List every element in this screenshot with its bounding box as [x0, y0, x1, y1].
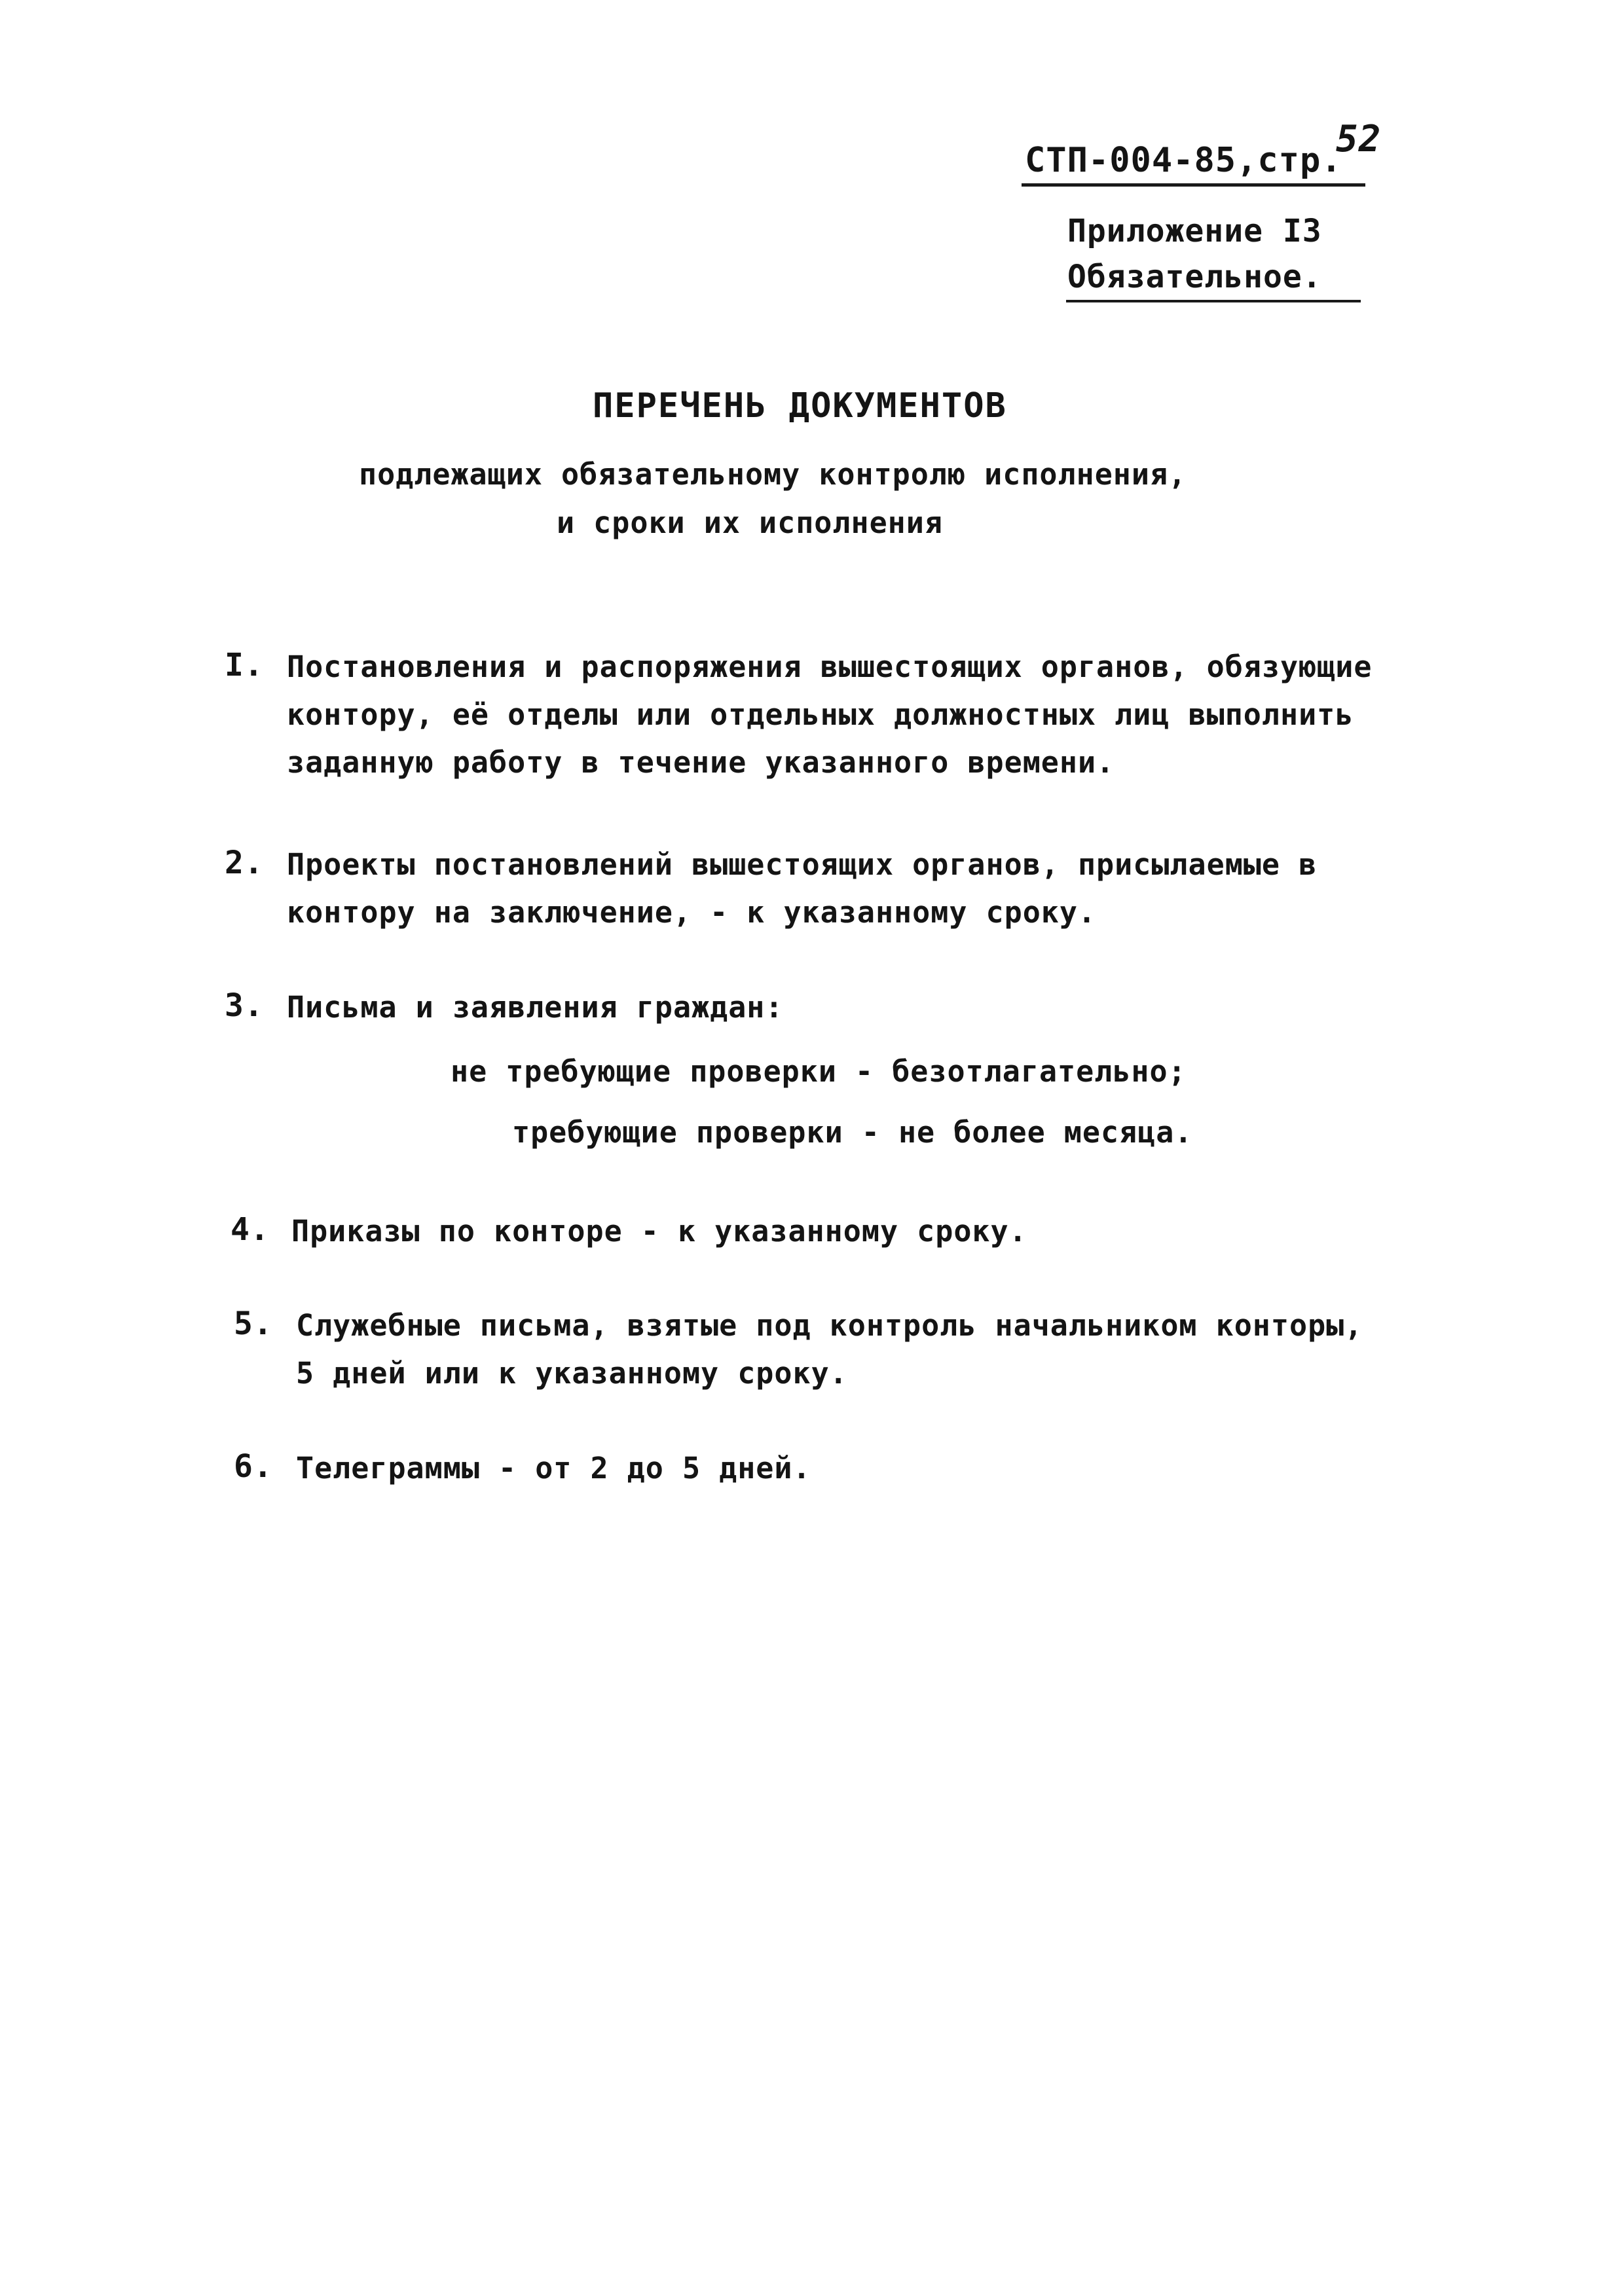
document-code-underline: [1022, 183, 1365, 187]
page-number: 52: [1336, 118, 1382, 160]
document-code: СТП-004-85,стр.: [1025, 141, 1342, 180]
document-title: ПЕРЕЧЕНЬ ДОКУМЕНТОВ: [593, 386, 1007, 426]
list-item-line: Телеграммы - от 2 до 5 дней.: [296, 1451, 811, 1485]
list-item-number: 3.: [225, 987, 264, 1024]
document-subtitle-line: и сроки их исполнения: [557, 505, 943, 540]
list-item-line: контору на заключение, - к указанному сроку.: [287, 895, 1097, 930]
list-item-subline: не требующие проверки - безотлагательно;: [451, 1054, 1187, 1089]
appendix-status: Обязательное.: [1067, 259, 1322, 295]
list-item-number: 4.: [231, 1211, 270, 1248]
list-item-subline: требующие проверки - не более месяца.: [512, 1115, 1193, 1150]
list-item-number: 2.: [225, 845, 264, 881]
list-item-line: контору, её отделы или отдельных должностных лиц выполнить: [287, 697, 1354, 732]
list-item-line: заданную работу в течение указанного времени.: [287, 745, 1115, 780]
document-subtitle-line: подлежащих обязательному контролю исполнения,: [359, 457, 1187, 492]
list-item-number: 6.: [234, 1448, 273, 1485]
appendix-label: Приложение I3: [1067, 213, 1322, 249]
list-item-line: 5 дней или к указанному сроку.: [296, 1356, 848, 1391]
list-item-line: Приказы по конторе - к указанному сроку.: [291, 1214, 1027, 1248]
list-item-line: Служебные письма, взятые под контроль начальником конторы,: [296, 1308, 1363, 1343]
list-item-line: Письма и заявления граждан:: [287, 990, 784, 1025]
list-item-line: Проекты постановлений вышестоящих органов, присылаемые в: [287, 847, 1318, 882]
list-item-number: 5.: [234, 1305, 273, 1342]
list-item-line: Постановления и распоряжения вышестоящих органов, обязующие: [287, 649, 1373, 684]
list-item-number: I.: [225, 647, 264, 683]
appendix-status-underline: [1066, 300, 1361, 302]
